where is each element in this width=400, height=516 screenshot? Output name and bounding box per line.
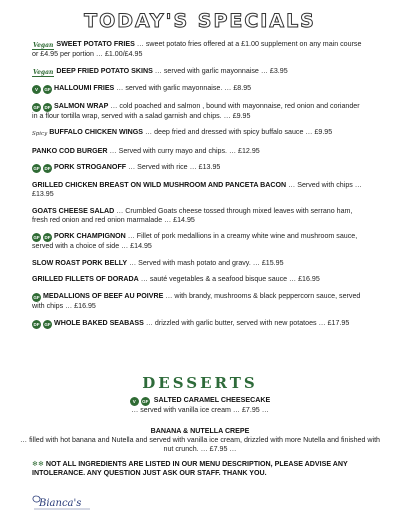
spicy-icon: Spicy — [32, 131, 48, 138]
item-description: … cold poached and salmon , bound with mayonnaise, red onion and coriander in a flour tortilla wrap, served with a salad garnish and chips. … £9.95 — [32, 101, 360, 120]
item-description: … served with garlic mayonnaise. … £8.95 — [114, 84, 252, 93]
logo-text: Bianca's — [39, 498, 82, 509]
menu-item — [32, 40, 366, 59]
menu-item — [32, 128, 366, 139]
item-description: … Served with curry mayo and chips. … £12.95 — [107, 146, 260, 155]
vegan-icon: Vegan — [33, 42, 54, 49]
menu-item — [32, 319, 366, 329]
dessert-description: … served with vanilla ice cream … £7.95 … — [131, 406, 269, 414]
item-name: DEEP FRIED POTATO SKINS — [56, 66, 153, 75]
menu-item — [32, 102, 366, 121]
dessert-description: … filled with hot banana and Nutella and served with vanilla ice cream, drizzled with more Nutella and finished with nut crunch. … £7.95 … — [20, 436, 380, 454]
item-description: … Served with rice … £13.95 — [126, 163, 221, 172]
gf-icon: GF — [33, 235, 40, 241]
item-name: SWEET POTATO FRIES — [56, 40, 135, 48]
item-name: GRILLED FILLETS OF DORADA — [32, 275, 139, 284]
gf-icon: GF — [33, 166, 40, 172]
gf-icon: GF — [33, 104, 40, 110]
item-name: PANKO COD BURGER — [32, 146, 108, 155]
df-icon: DF — [44, 235, 51, 241]
menu-item — [32, 147, 366, 156]
df-icon: DF — [44, 166, 51, 172]
menu-item — [32, 67, 366, 77]
item-name: GRILLED CHICKEN BREAST ON WILD MUSHROOM AND PANCETA BACON — [32, 180, 287, 189]
item-name: PORK CHAMPIGNON — [54, 232, 126, 241]
item-description: … with brandy, mushrooms & black peppercorn sauce, served with chips … £16.95 — [32, 292, 361, 311]
df-icon: DF — [33, 321, 40, 327]
dessert-name: BANANA & NUTELLA CREPE — [150, 427, 250, 435]
item-name: WHOLE BAKED SEABASS — [54, 318, 144, 327]
menu-item — [32, 232, 366, 251]
item-name: BUFFALO CHICKEN WINGS — [49, 128, 144, 137]
item-description: … sauté vegetables & a seafood bisque sauce … £16.95 — [138, 275, 320, 284]
item-description: … served with garlic mayonnaise … £3.95 — [152, 66, 288, 75]
menu-item — [32, 163, 366, 173]
notice-text: NOT ALL INGREDIENTS ARE LISTED IN OUR MENU DESCRIPTION, PLEASE ADVISE ANY INTOLERANCE. ANY QUESTION JUST ASK OUR STAFF. THANK YOU. — [32, 460, 348, 478]
menu-item — [32, 84, 366, 94]
page-title: TODAY'S SPECIALS — [84, 10, 316, 32]
item-description: … Fillet of pork medallions in a creamy white wine and mushroom sauce, served with a choice of side … £14.95 — [32, 232, 358, 251]
snowflake-icon: ❄❄ — [32, 460, 44, 468]
dessert-item — [20, 427, 380, 455]
menu-item — [32, 259, 366, 268]
logo-graphic — [30, 493, 94, 511]
dessert-badges — [130, 396, 152, 404]
menu-item — [32, 181, 366, 199]
gf-icon: GF — [142, 399, 149, 404]
item-name: SLOW ROAST PORK BELLY — [32, 258, 128, 267]
dessert-item — [20, 396, 380, 415]
allergy-notice — [32, 460, 377, 478]
menu-item — [32, 275, 366, 284]
restaurant-logo — [30, 493, 94, 511]
v-icon: V — [130, 397, 139, 406]
item-description: … sweet potato fries offered at a £1.00 supplement on any main course or £4.95 per portion … £1.00/£4.95 — [32, 40, 362, 58]
v-icon: V — [32, 85, 41, 94]
item-description: … Crumbled Goats cheese tossed through mixed leaves with serrano ham, fresh red onion and red onion marmalade … £14.95 — [32, 206, 353, 224]
item-name: HALLOUMI FRIES — [54, 84, 115, 93]
item-name: GOATS CHEESE SALAD — [32, 206, 115, 215]
item-name: MEDALLIONS OF BEEF AU POIVRE — [43, 292, 164, 301]
menu-item — [32, 207, 366, 225]
item-name: PORK STROGANOFF — [54, 163, 127, 172]
gf-icon: GF — [44, 87, 51, 93]
desserts-heading: DESSERTS — [142, 374, 258, 392]
gf-icon: GF — [44, 321, 51, 327]
item-description: … Served with mash potato and gravy. … £15.95 — [127, 258, 284, 267]
specials-list — [32, 40, 366, 336]
dessert-name: SALTED CARAMEL CHEESECAKE — [153, 396, 271, 404]
item-description: … deep fried and dressed with spicy buffalo sauce … £9.95 — [143, 128, 333, 137]
gf-icon: GF — [33, 295, 40, 301]
vegan-icon: Vegan — [33, 68, 54, 76]
item-description: … drizzled with garlic butter, served with new potatoes … £17.95 — [143, 318, 350, 327]
item-name: SALMON WRAP — [54, 101, 109, 110]
df-icon: DF — [44, 104, 51, 110]
item-description: … Served with chips … £13.95 — [32, 180, 362, 198]
menu-item — [32, 292, 366, 311]
